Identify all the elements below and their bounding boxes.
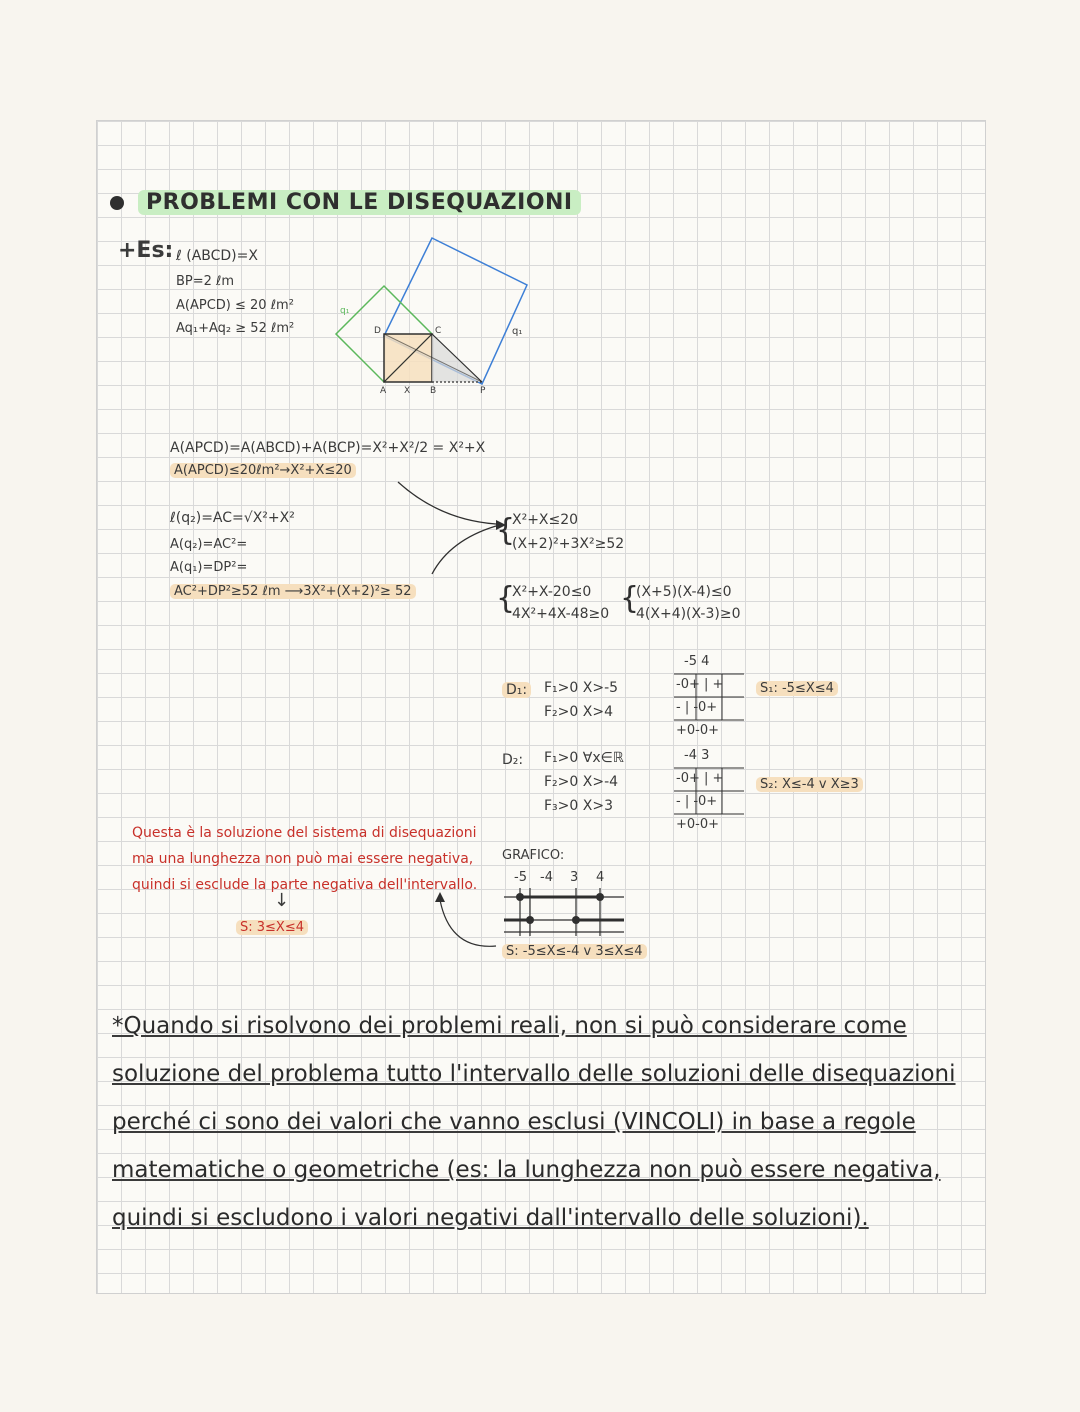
figure-label-D: D [374,326,381,336]
d1-f2: F₂>0 X>4 [544,704,613,720]
d2-row3: +0-0+ [676,817,720,832]
area-formula: A(APCD)=A(ABCD)+A(BCP)=X²+X²/2 = X²+X [170,440,486,456]
sum-constraint: AC²+DP²≥52 ℓm ⟶3X²+(X+2)²≥ 52 [170,584,416,599]
red-note-line-2: ma una lunghezza non può mai essere negativa, [132,851,474,867]
d1-label: D₁: [502,682,531,698]
d2-solution: S₂: X≤-4 v X≥3 [756,777,863,792]
figure-label-q1-left: q₁ [340,306,350,316]
paragraph-line-4: matematiche o geometriche (es: la lunghezza non può essere negativa, [112,1157,941,1183]
red-note-line-1: Questa è la soluzione del sistema di disequazioni [132,825,477,841]
red-note-line-3: quindi si esclude la parte negativa dell'intervallo. [132,877,478,893]
graph-label: GRAFICO: [502,848,565,863]
d2-f1: F₁>0 ∀x∈ℝ [544,750,624,766]
d2-header: -4 3 [684,748,710,763]
paragraph-line-5: quindi si escludono i valori negativi dall'intervallo delle soluzioni). [112,1205,869,1231]
figure-label-C: C [435,326,442,336]
given-side: ℓ (ABCD)=X [176,248,258,264]
d2-row2: - | -0+ [676,794,718,809]
system-2-eq-a: X²+X-20≤0 [512,584,592,600]
figure-label-X: X [404,386,411,396]
side-q2: ℓ(q₂)=AC=√X²+X² [170,510,295,526]
d2-row1: -0+ | + [676,771,724,786]
paragraph-line-2: soluzione del problema tutto l'intervallo delle soluzioni delle disequazioni [112,1061,956,1087]
system-1-eq-b: (X+2)²+3X²≥52 [512,536,625,552]
svg-text:{: { [496,581,516,616]
down-arrow-icon: ↓ [274,890,290,911]
red-note [132,820,478,898]
solution-graph [504,888,624,936]
d2-label: D₂: [502,752,524,768]
d1-f1: F₁>0 X>-5 [544,680,619,696]
system-1-eq-a: X²+X≤20 [512,512,579,528]
graph-tick-4: 4 [596,870,605,885]
d1-header: -5 4 [684,654,710,669]
system-3-eq-b: 4(X+4)(X-3)≥0 [636,606,741,622]
graph-tick-3: 3 [570,870,579,885]
system-3-eq-a: (X+5)(X-4)≤0 [636,584,732,600]
graph-tick-neg4: -4 [540,870,553,885]
d1-row3: +0-0+ [676,723,720,738]
d2-f3: F₃>0 X>3 [544,798,613,814]
area-q1: A(q₁)=DP²= [170,560,248,575]
explanation-paragraph [112,1002,962,1242]
title-text: PROBLEMI CON LE DISEQUAZIONI [138,190,581,215]
graph-tick-neg5: -5 [514,870,527,885]
d1-row2: - | -0+ [676,700,718,715]
paragraph-line-3: perché ci sono dei valori che vanno esclusi (VINCOLI) in base a regole [112,1109,916,1135]
figure-label-B: B [430,386,437,396]
given-area-apcd: A(APCD) ≤ 20 ℓm² [176,298,294,313]
given-bp: BP=2 ℓm [176,274,235,289]
area-q2: A(q₂)=AC²= [170,537,248,552]
example-label: +Es: [118,238,174,263]
figure-label-A: A [380,386,387,396]
graph-solution: S: -5≤X≤-4 v 3≤X≤4 [502,944,647,959]
svg-text:{: { [496,513,516,548]
svg-text:{: { [620,581,640,616]
d1-row1: -0+ | + [676,677,724,692]
figure-label-P: P [480,386,486,396]
given-area-sum: Aq₁+Aq₂ ≥ 52 ℓm² [176,321,295,336]
system-2-eq-b: 4X²+4X-48≥0 [512,606,610,622]
d2-f2: F₂>0 X>-4 [544,774,619,790]
area-constraint: A(APCD)≤20ℓm²→X²+X≤20 [170,463,356,478]
figure-label-q1-right: q₁ [512,326,523,337]
paragraph-line-1: *Quando si risolvono dei problemi reali, non si può considerare come [112,1013,907,1039]
final-solution: S: 3≤X≤4 [236,920,308,935]
d1-solution: S₁: -5≤X≤4 [756,681,838,696]
